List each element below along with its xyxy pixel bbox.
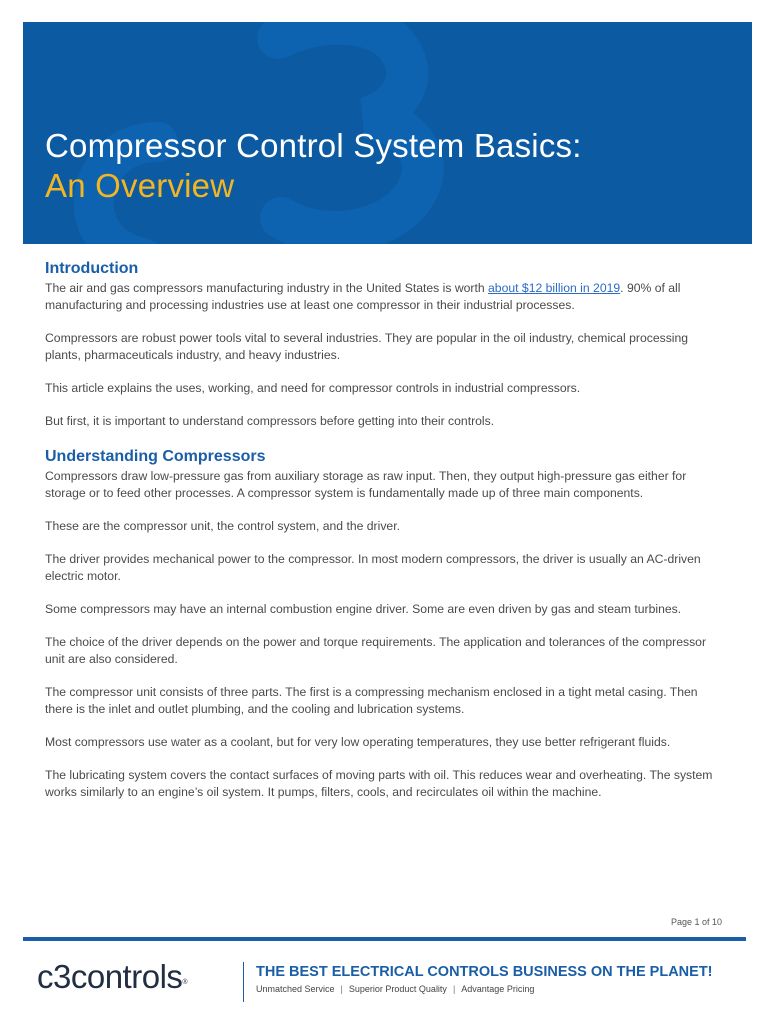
understanding-paragraph: Compressors draw low-pressure gas from auxiliary storage as raw input. Then, they output high-pressure gas either for storage or to feed other processes. A compressor system is fundamentally made up of three main components. xyxy=(45,469,687,500)
understanding-paragraph: The lubricating system covers the contact surfaces of moving parts with oil. This reduces wear and overheating. The system works similarly to an engine’s oil system. It pumps, filters, cools, and recirculates oil within the machine. xyxy=(45,768,713,799)
intro-p1-text-before: The air and gas compressors manufacturing industry in the United States is worth xyxy=(45,281,489,295)
title-line-1: Compressor Control System Basics: xyxy=(45,127,582,164)
intro-paragraph-2: Compressors are robust power tools vital to several industries. They are popular in the oil industry, chemical processing plants, pharmaceuticals industry, and heavy industries. xyxy=(45,331,689,362)
industry-value-link[interactable]: about $12 billion in 2019 xyxy=(488,281,621,295)
understanding-paragraph: Most compressors use water as a coolant, but for very low operating temperatures, they use better refrigerant fluids. xyxy=(45,735,671,749)
footer-subline xyxy=(256,984,534,994)
sub-separator: | xyxy=(340,984,343,994)
understanding-paragraph: The compressor unit consists of three parts. The first is a compressing mechanism enclosed in a tight metal casing. Then there is the inlet and outlet plumbing, and the cooling and lubrication systems. xyxy=(45,685,698,716)
sub-item-pricing: Advantage Pricing xyxy=(461,984,535,994)
logo-text: c3controls xyxy=(37,958,183,995)
c3controls-logo xyxy=(37,957,187,997)
footer-tagline: THE BEST ELECTRICAL CONTROLS BUSINESS ON THE PLANET! xyxy=(256,964,713,980)
sub-item-quality: Superior Product Quality xyxy=(348,984,447,994)
header-banner xyxy=(23,22,752,244)
footer-vertical-divider xyxy=(243,962,244,1002)
understanding-paragraph: The driver provides mechanical power to the compressor. In most modern compressors, the driver is usually an AC-driven electric motor. xyxy=(45,552,701,583)
understanding-paragraph: Some compressors may have an internal combustion engine driver. Some are even driven by gas and steam turbines. xyxy=(45,602,682,616)
understanding-paragraph: The choice of the driver depends on the power and torque requirements. The application and tolerances of the compressor unit are also considered. xyxy=(45,635,707,666)
page-number: Page 1 of 10 xyxy=(670,917,722,927)
article-body xyxy=(45,258,725,817)
understanding-paragraph: These are the compressor unit, the control system, and the driver. xyxy=(45,519,400,533)
intro-paragraph-1 xyxy=(45,280,725,314)
footer-divider-line xyxy=(23,937,746,941)
intro-p1-text-after: . 90% of all manufacturing and processing industries use at least one compressor in their industrial processes. xyxy=(45,281,681,312)
registered-mark: ® xyxy=(182,979,188,986)
intro-paragraph-4: But first, it is important to understand compressors before getting into their controls. xyxy=(45,414,495,428)
sub-separator: | xyxy=(452,984,456,994)
document-title xyxy=(45,126,582,206)
title-line-2: An Overview xyxy=(45,167,235,204)
sub-item-service: Unmatched Service xyxy=(256,984,335,994)
intro-paragraph-3: This article explains the uses, working, and need for compressor controls in industrial compressors. xyxy=(45,381,581,395)
intro-heading: Introduction xyxy=(45,260,139,277)
understanding-heading: Understanding Compressors xyxy=(45,448,266,465)
